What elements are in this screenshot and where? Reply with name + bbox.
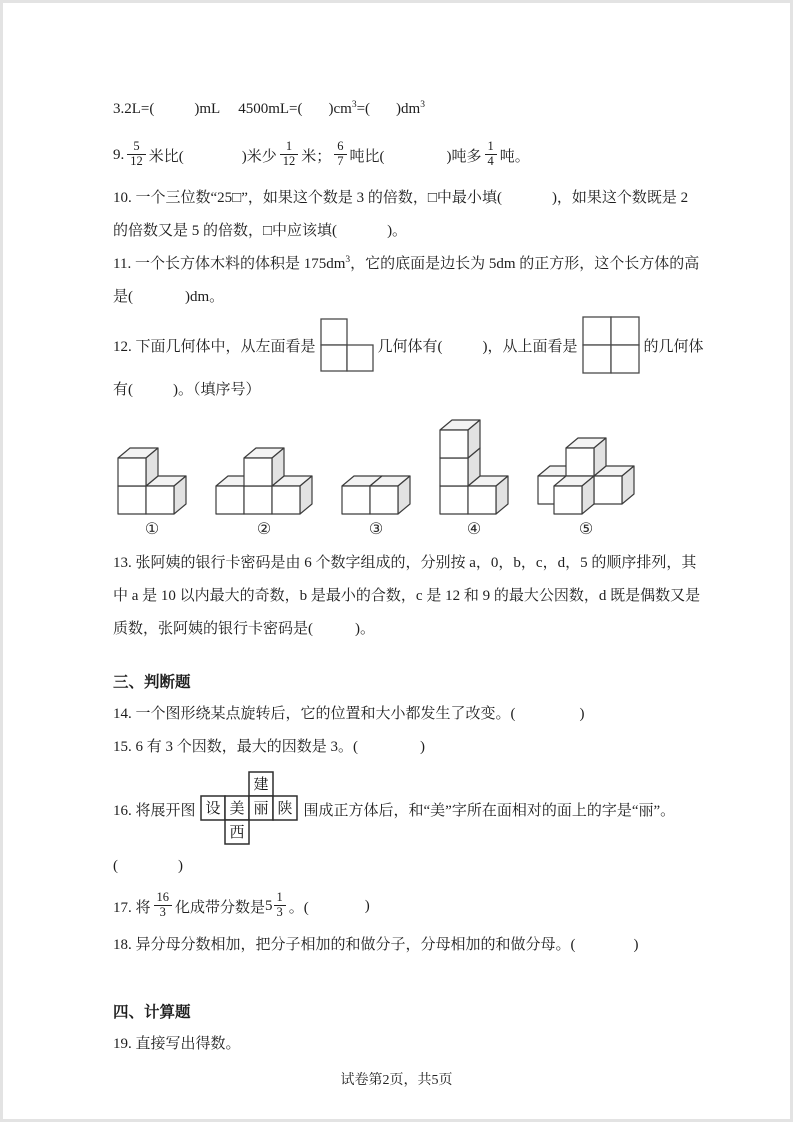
q11-text: ，它的底面是边长为 5dm 的正方形，这个长方体的高	[350, 256, 700, 272]
answer-blank	[118, 868, 178, 870]
superscript: 3	[420, 100, 425, 110]
figure-label: ②	[256, 521, 272, 538]
q9-text: )吨多	[446, 148, 482, 165]
question-13-line-3	[113, 613, 720, 646]
solid-figure-2	[213, 445, 315, 541]
net-char: 建	[253, 777, 269, 793]
q12-text: 几何体有(	[377, 338, 443, 355]
solid-figures-row	[115, 417, 720, 541]
q10-text: )。	[387, 223, 408, 239]
answer-blank	[502, 200, 552, 202]
q8-text: )dm	[396, 101, 421, 117]
question-12-line-2	[113, 374, 720, 407]
q17-text: 。(	[288, 899, 309, 916]
question-17	[113, 883, 720, 929]
q18-text: )	[633, 937, 639, 953]
fraction: $\frac{1}{4}$	[485, 140, 497, 169]
fraction: $\frac{6}{7}$	[334, 140, 346, 169]
answer-blank	[133, 392, 173, 394]
q12-text: 12. 下面几何体中，从左面看是	[113, 338, 316, 355]
q12-text: )，从上面看是	[482, 338, 578, 355]
q12-text: 有(	[113, 382, 133, 398]
figure-label: ③	[368, 521, 384, 538]
answer-blank	[443, 344, 483, 346]
q18-text: 18. 异分母分数相加，把分子相加的和做分子，分母相加的和做分母。(	[113, 937, 576, 953]
question-12-line-1	[113, 316, 720, 374]
q17-text: 17. 将	[113, 899, 151, 916]
answer-blank	[309, 905, 365, 907]
q17-text: 化成带分数是	[175, 899, 266, 916]
question-11-line-1	[113, 248, 720, 281]
left-view-shape-icon	[320, 318, 374, 372]
q16-text: 围成正方体后，和“美”字所在面相对的面上的字是“丽”。	[303, 802, 676, 819]
cube-figure-2-icon	[213, 445, 315, 517]
q8-text: =(	[356, 101, 371, 117]
gap	[220, 111, 238, 113]
q16-text: 16. 将展开图	[113, 802, 196, 819]
q14-text: 14. 一个图形绕某点旋转后，它的位置和大小都发生了改变。(	[113, 706, 516, 722]
q12-text: 的几何体	[643, 338, 704, 355]
cube-net	[200, 771, 300, 847]
q11-text: 是(	[113, 289, 133, 305]
solid-figure-4	[437, 417, 511, 541]
cube-figure-1-icon	[115, 445, 189, 517]
footer-text: 试卷第2页，共5页	[340, 1073, 453, 1088]
figure-label: ⑤	[578, 521, 594, 538]
answer-blank	[154, 111, 194, 113]
q13-text: )。	[355, 621, 375, 637]
mixed-number-whole: 5	[265, 897, 273, 914]
question-10-line-2	[113, 215, 720, 248]
question-13-line-2: 中 a 是 10 以内最大的奇数，b 是最小的合数，c 是 12 和 9 的最大公因数，d 既是偶数又是	[113, 588, 701, 604]
fraction: $\frac{5}{12}$	[127, 140, 146, 169]
q8-text: )cm	[328, 101, 352, 117]
page-footer	[3, 1069, 790, 1089]
question-number: 9.	[113, 146, 125, 163]
net-char: 设	[205, 801, 221, 817]
q16-text: (	[113, 858, 118, 874]
q10-text: 10. 一个三位数“25□”，如果这个数是 3 的倍数，□中最小填(	[113, 190, 502, 206]
q11-text: )dm。	[185, 289, 225, 305]
q11-text: 11. 一个长方体木料的体积是 175dm	[113, 256, 346, 272]
question-19: 19. 直接写出得数。	[113, 1036, 241, 1052]
q10-text: 的倍数又是 5 的倍数，□中应该填(	[113, 223, 338, 239]
net-char: 陕	[277, 801, 293, 817]
q12-text: )。（填序号）	[173, 382, 261, 398]
answer-blank	[358, 749, 420, 751]
q8-text: 4500mL=(	[238, 101, 303, 117]
cube-figure-4-icon	[437, 417, 511, 517]
answer-blank	[516, 716, 580, 718]
solid-figure-5	[535, 437, 637, 541]
cube-figure-5-icon	[535, 437, 637, 517]
answer-blank	[184, 154, 242, 156]
q13-text: 质数，张阿姨的银行卡密码是(	[113, 621, 313, 637]
answer-blank	[370, 111, 396, 113]
fraction: $\frac{1}{3}$	[274, 891, 286, 920]
q9-text: )米少	[241, 148, 277, 165]
fraction: $\frac{16}{3}$	[154, 891, 173, 920]
q17-text: )	[364, 897, 370, 914]
cube-figure-3-icon	[339, 473, 413, 517]
superscript: 3	[351, 100, 357, 110]
q15-text: 15. 6 有 3 个因数，最大的因数是 3。(	[113, 739, 358, 755]
q9-text: 吨。	[499, 148, 530, 165]
fraction: $\frac{1}{12}$	[280, 140, 299, 169]
question-10-line-1	[113, 182, 720, 215]
q14-text: )	[579, 706, 585, 722]
question-15	[113, 731, 720, 764]
q8-text: 3.2L=(	[113, 101, 155, 117]
net-char: 丽	[253, 801, 269, 817]
question-9	[113, 132, 720, 178]
solid-figure-3	[339, 473, 413, 541]
question-13-line-1: 13. 张阿姨的银行卡密码是由 6 个数字组成的，分别按 a，0，b，c，d，5 的顺序排列，其	[113, 555, 697, 571]
q16-text: )	[178, 858, 183, 874]
answer-blank	[576, 947, 634, 949]
question-18	[113, 929, 720, 962]
q15-text: )	[420, 739, 425, 755]
superscript: 3	[345, 255, 351, 265]
answer-blank	[337, 233, 387, 235]
solid-figure-1	[115, 445, 189, 541]
figure-label: ①	[144, 521, 160, 538]
exam-content	[113, 93, 720, 1061]
answer-blank	[303, 111, 329, 113]
question-14	[113, 698, 720, 731]
q9-text: 吨比(	[349, 148, 385, 165]
question-11-line-2	[113, 281, 720, 314]
net-char: 西	[229, 825, 245, 841]
top-view-shape-icon	[582, 316, 640, 374]
figure-label: ④	[466, 521, 482, 538]
answer-blank	[313, 631, 355, 633]
q8-text: )mL	[194, 101, 221, 117]
question-16-line-1	[113, 768, 720, 850]
question-8-units-line	[113, 93, 720, 126]
answer-blank	[385, 154, 447, 156]
answer-blank	[133, 299, 185, 301]
section-heading-judge: 三、判断题	[113, 674, 191, 691]
q9-text: 米；	[301, 148, 332, 165]
section-heading-calc: 四、计算题	[113, 1004, 191, 1021]
question-16-line-2	[113, 850, 720, 883]
net-char: 美	[229, 801, 245, 817]
q9-text: 米比(	[148, 148, 184, 165]
q10-text: )，如果这个数既是 2	[551, 190, 689, 206]
